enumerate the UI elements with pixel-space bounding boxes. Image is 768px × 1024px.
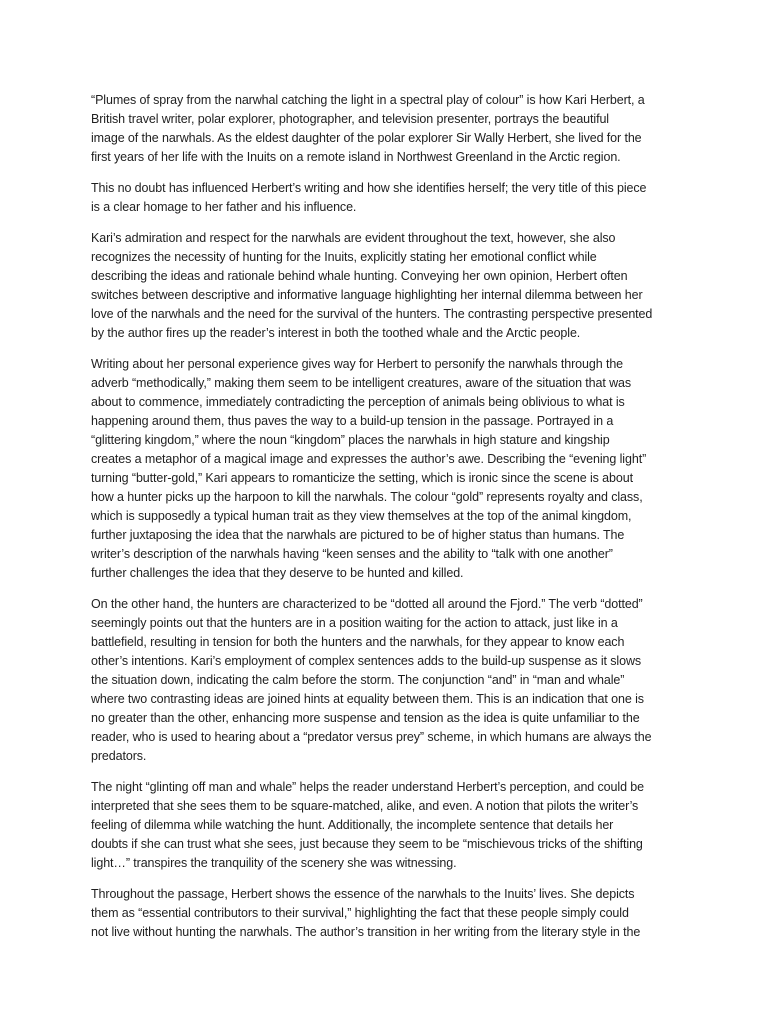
- text-line: other’s intentions. Kari’s employment of complex sentences adds to the build-up suspense as it slows: [91, 654, 642, 668]
- text-line: further challenges the idea that they deserve to be hunted and killed.: [91, 566, 464, 580]
- text-line: Writing about her personal experience gives way for Herbert to personify the narwhals through the: [91, 357, 624, 371]
- text-line: happening around them, thus paves the way to a build-up tension in the passage. Portrayed in a: [91, 414, 614, 428]
- paragraph-6: [91, 778, 691, 873]
- text-line: writer’s description of the narwhals having “keen senses and the ability to “talk with one another”: [91, 547, 613, 561]
- text-line: adverb “methodically,” making them seem to be intelligent creatures, aware of the situation that was: [91, 376, 632, 390]
- text-line: predators.: [91, 749, 147, 763]
- text-line: how a hunter picks up the harpoon to kill the narwhals. The colour “gold” represents royalty and class,: [91, 490, 643, 504]
- text-line: first years of her life with the Inuits on a remote island in Northwest Greenland in the Arctic region.: [91, 150, 621, 164]
- paragraph-2: [91, 179, 691, 217]
- text-line: the situation down, indicating the calm before the storm. The conjunction “and” in “man and whale”: [91, 673, 625, 687]
- paragraph-7: [91, 885, 691, 942]
- text-line: British travel writer, polar explorer, photographer, and television presenter, portrays the beautiful: [91, 112, 609, 126]
- text-line: about to commence, immediately contradicting the perception of animals being oblivious to what is: [91, 395, 625, 409]
- text-line: not live without hunting the narwhals. The author’s transition in her writing from the literary style in the: [91, 925, 641, 939]
- text-line: love of the narwhals and the need for the survival of the hunters. The contrasting perspective presented: [91, 307, 653, 321]
- text-line: recognizes the necessity of hunting for the Inuits, explicitly stating her emotional conflict while: [91, 250, 597, 264]
- text-line: The night “glinting off man and whale” helps the reader understand Herbert’s perception, and could be: [91, 780, 644, 794]
- text-line: Kari’s admiration and respect for the narwhals are evident throughout the text, however, she also: [91, 231, 616, 245]
- text-line: doubts if she can trust what she sees, just because they seem to be “mischievous tricks of the shifting: [91, 837, 643, 851]
- text-line: Throughout the passage, Herbert shows the essence of the narwhals to the Inuits’ lives. She depicts: [91, 887, 635, 901]
- text-line: This no doubt has influenced Herbert’s writing and how she identifies herself; the very title of this piece: [91, 181, 647, 195]
- paragraph-4: [91, 355, 691, 583]
- text-line: turning “butter-gold,” Kari appears to romanticize the setting, which is ironic since the scene is about: [91, 471, 633, 485]
- text-line: light…” transpires the tranquility of the scenery she was witnessing.: [91, 856, 457, 870]
- text-line: creates a metaphor of a magical image and expresses the author’s awe. Describing the “evening light”: [91, 452, 647, 466]
- text-line: reader, who is used to hearing about a “predator versus prey” scheme, in which humans are always the: [91, 730, 652, 744]
- text-line: describing the ideas and rationale behind whale hunting. Conveying her own opinion, Herbert often: [91, 269, 628, 283]
- text-line: by the author fires up the reader’s interest in both the toothed whale and the Arctic people.: [91, 326, 581, 340]
- text-line: “Plumes of spray from the narwhal catching the light in a spectral play of colour” is how Kari Herbert, a: [91, 93, 645, 107]
- paragraph-3: [91, 229, 691, 343]
- paragraph-5: [91, 595, 691, 766]
- text-line: where two contrasting ideas are joined hints at equality between them. This is an indication that one is: [91, 692, 644, 706]
- text-line: switches between descriptive and informative language highlighting her internal dilemma between her: [91, 288, 643, 302]
- text-line: them as “essential contributors to their survival,” highlighting the fact that these people simply could: [91, 906, 629, 920]
- essay-body: [91, 91, 691, 954]
- text-line: seemingly points out that the hunters are in a position waiting for the action to attack, just like in a: [91, 616, 618, 630]
- text-line: further juxtaposing the idea that the narwhals are pictured to be of higher status than humans. The: [91, 528, 625, 542]
- text-line: battlefield, resulting in tension for both the hunters and the narwhals, for they appear to know each: [91, 635, 625, 649]
- text-line: no greater than the other, enhancing more suspense and tension as the idea is quite unfamiliar to the: [91, 711, 640, 725]
- text-line: is a clear homage to her father and his influence.: [91, 200, 357, 214]
- text-line: which is supposedly a typical human trait as they view themselves at the top of the animal kingdom,: [91, 509, 632, 523]
- text-line: On the other hand, the hunters are characterized to be “dotted all around the Fjord.” The verb “dotted”: [91, 597, 643, 611]
- text-line: feeling of dilemma while watching the hunt. Additionally, the incomplete sentence that details her: [91, 818, 614, 832]
- paragraph-1: [91, 91, 691, 167]
- text-line: interpreted that she sees them to be square-matched, alike, and even. A notion that pilots the writer’s: [91, 799, 639, 813]
- text-line: image of the narwhals. As the eldest daughter of the polar explorer Sir Wally Herbert, she lived for the: [91, 131, 642, 145]
- text-line: “glittering kingdom,” where the noun “kingdom” places the narwhals in high stature and kingship: [91, 433, 610, 447]
